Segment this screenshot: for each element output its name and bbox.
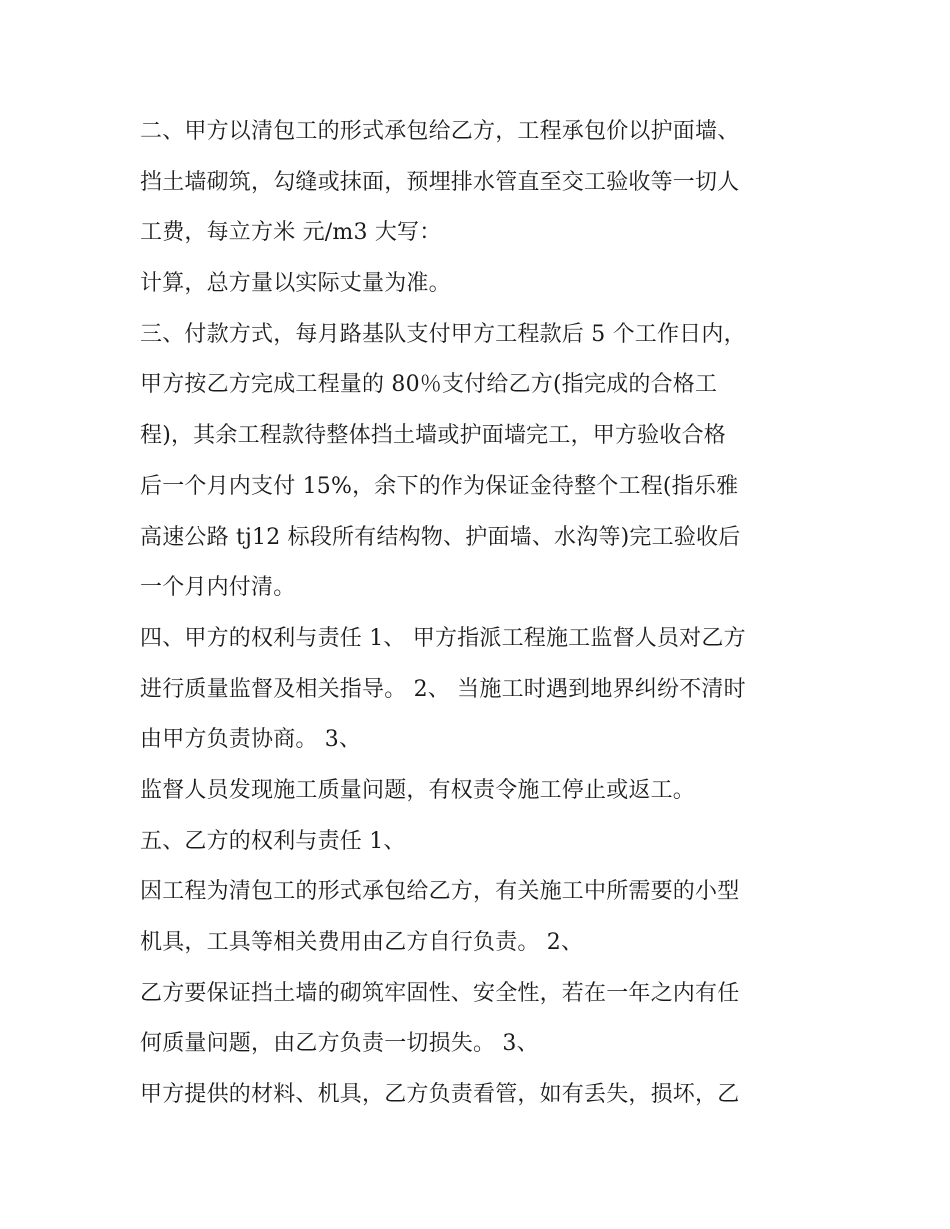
- document-body: [140, 107, 820, 1121]
- text-line: 四、甲方的权利与责任 1、 甲方指派工程施工监督人员对乙方: [140, 625, 746, 651]
- text-line: 监督人员发现施工质量问题，有权责令施工停止或返工。: [140, 777, 696, 803]
- text-line: 由甲方负责协商。 3、: [140, 727, 362, 753]
- text-line: 机具，工具等相关费用由乙方自行负责。 2、: [140, 930, 584, 955]
- text-line: 三、付款方式，每月路基队支付甲方工程款后 5 个工作日内，: [140, 321, 746, 347]
- text-line: 后一个月内支付 15%，余下的作为保证金待整个工程(指乐雅: [140, 473, 739, 499]
- text-line: 计算，总方量以实际丈量为准。: [140, 271, 451, 297]
- text-line: 工费，每立方米 元/m3 大写：: [140, 220, 442, 246]
- text-line: 挡土墙砌筑，勾缝或抹面，预埋排水管直至交工验收等一切人: [140, 169, 740, 195]
- text-line: 甲方提供的材料、机具，乙方负责看管，如有丢失，损坏，乙: [140, 1082, 740, 1108]
- text-line: 何质量问题，由乙方负责一切损失。 3、: [140, 1031, 539, 1057]
- text-line: 二、甲方以清包工的形式承包给乙方，工程承包价以护面墙、: [140, 119, 740, 144]
- text-line: 五、乙方的权利与责任 1、: [140, 828, 406, 854]
- text-line: 高速公路 tj12 标段所有结构物、护面墙、水沟等)完工验收后: [140, 524, 741, 550]
- text-line: 因工程为清包工的形式承包给乙方，有关施工中所需要的小型: [140, 879, 740, 905]
- text-line: 乙方要保证挡土墙的砌筑牢固性、安全性，若在一年之内有任: [140, 980, 740, 1006]
- text-line: 进行质量监督及相关指导。 2、 当施工时遇到地界纠纷不清时: [140, 676, 746, 702]
- text-line: 一个月内付清。: [140, 575, 296, 601]
- text-line: 甲方按乙方完成工程量的 80％支付给乙方(指完成的合格工: [140, 372, 718, 398]
- text-line: 程)，其余工程款待整体挡土墙或护面墙完工，甲方验收合格: [140, 423, 726, 449]
